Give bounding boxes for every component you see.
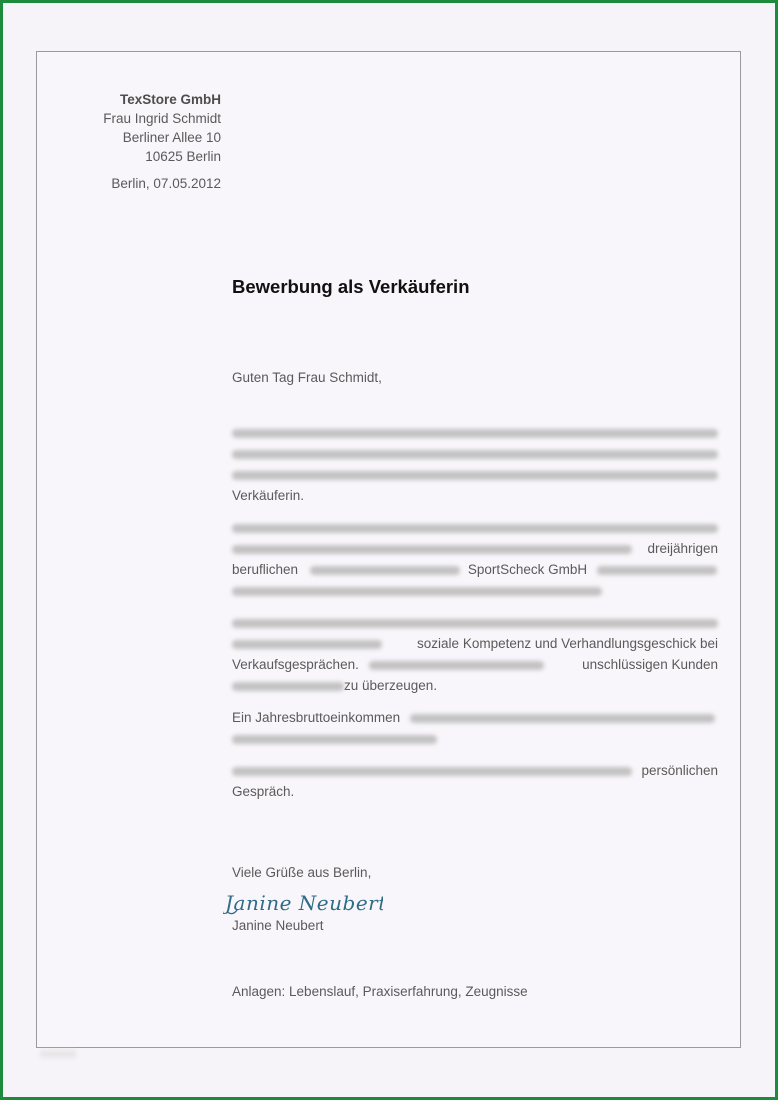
redacted-text xyxy=(232,619,718,628)
body-text-fragment: SportScheck GmbH xyxy=(467,562,588,577)
signature-image xyxy=(223,888,383,918)
redacted-text xyxy=(232,524,718,533)
redacted-text xyxy=(597,566,717,575)
body-paragraph-2 xyxy=(232,517,718,601)
letter-date: Berlin, 07.05.2012 xyxy=(111,176,221,191)
body-paragraph-3 xyxy=(232,612,718,696)
sender-city: 10625 Berlin xyxy=(145,149,221,164)
redacted-text xyxy=(310,566,460,575)
body-text-fragment: Verkaufsgesprächen. xyxy=(232,657,359,672)
sender-street: Berliner Allee 10 xyxy=(122,130,221,145)
body-text-fragment: unschlüssigen Kunden xyxy=(582,657,718,672)
body-text-fragment: zu überzeugen. xyxy=(344,678,438,693)
letter-attachments: Anlagen: Lebenslauf, Praxiserfahrung, Zeugnisse xyxy=(232,984,528,999)
body-text-fragment: dreijährigen xyxy=(647,541,718,556)
signer-name: Janine Neubert xyxy=(232,918,324,933)
redacted-text xyxy=(232,471,718,480)
body-text-fragment: Ein Jahresbruttoeinkommen xyxy=(232,710,401,725)
letter-page xyxy=(36,51,741,1048)
redacted-text xyxy=(232,450,718,459)
body-text-fragment: soziale Kompetenz und Verhandlungsgeschick bei xyxy=(417,636,718,651)
letter-greeting: Guten Tag Frau Schmidt, xyxy=(232,370,382,385)
redacted-text xyxy=(232,682,344,691)
sender-company: TexStore GmbH xyxy=(119,92,221,107)
body-text-fragment: Gespräch. xyxy=(232,784,295,799)
redacted-text xyxy=(232,587,602,596)
redacted-text xyxy=(232,735,437,744)
redacted-text xyxy=(369,661,544,670)
sender-address xyxy=(21,90,221,166)
body-paragraph-1 xyxy=(232,422,718,506)
body-text-fragment: persönlichen xyxy=(641,763,718,778)
body-paragraph-5 xyxy=(232,760,718,802)
sender-contact: Frau Ingrid Schmidt xyxy=(103,111,221,126)
letter-body xyxy=(232,422,718,813)
body-text-fragment: Verkäuferin. xyxy=(232,488,305,503)
letter-subject: Bewerbung als Verkäuferin xyxy=(232,276,470,297)
body-paragraph-4 xyxy=(232,707,718,749)
redacted-text xyxy=(232,545,632,554)
redacted-text xyxy=(410,714,715,723)
watermark xyxy=(40,1050,76,1058)
svg-text:Janine Neubert: Janine Neubert xyxy=(225,891,383,915)
redacted-text xyxy=(232,767,632,776)
letter-closing: Viele Grüße aus Berlin, xyxy=(232,865,372,880)
redacted-text xyxy=(232,640,382,649)
redacted-text xyxy=(232,429,718,438)
body-text-fragment: beruflichen xyxy=(232,562,299,577)
